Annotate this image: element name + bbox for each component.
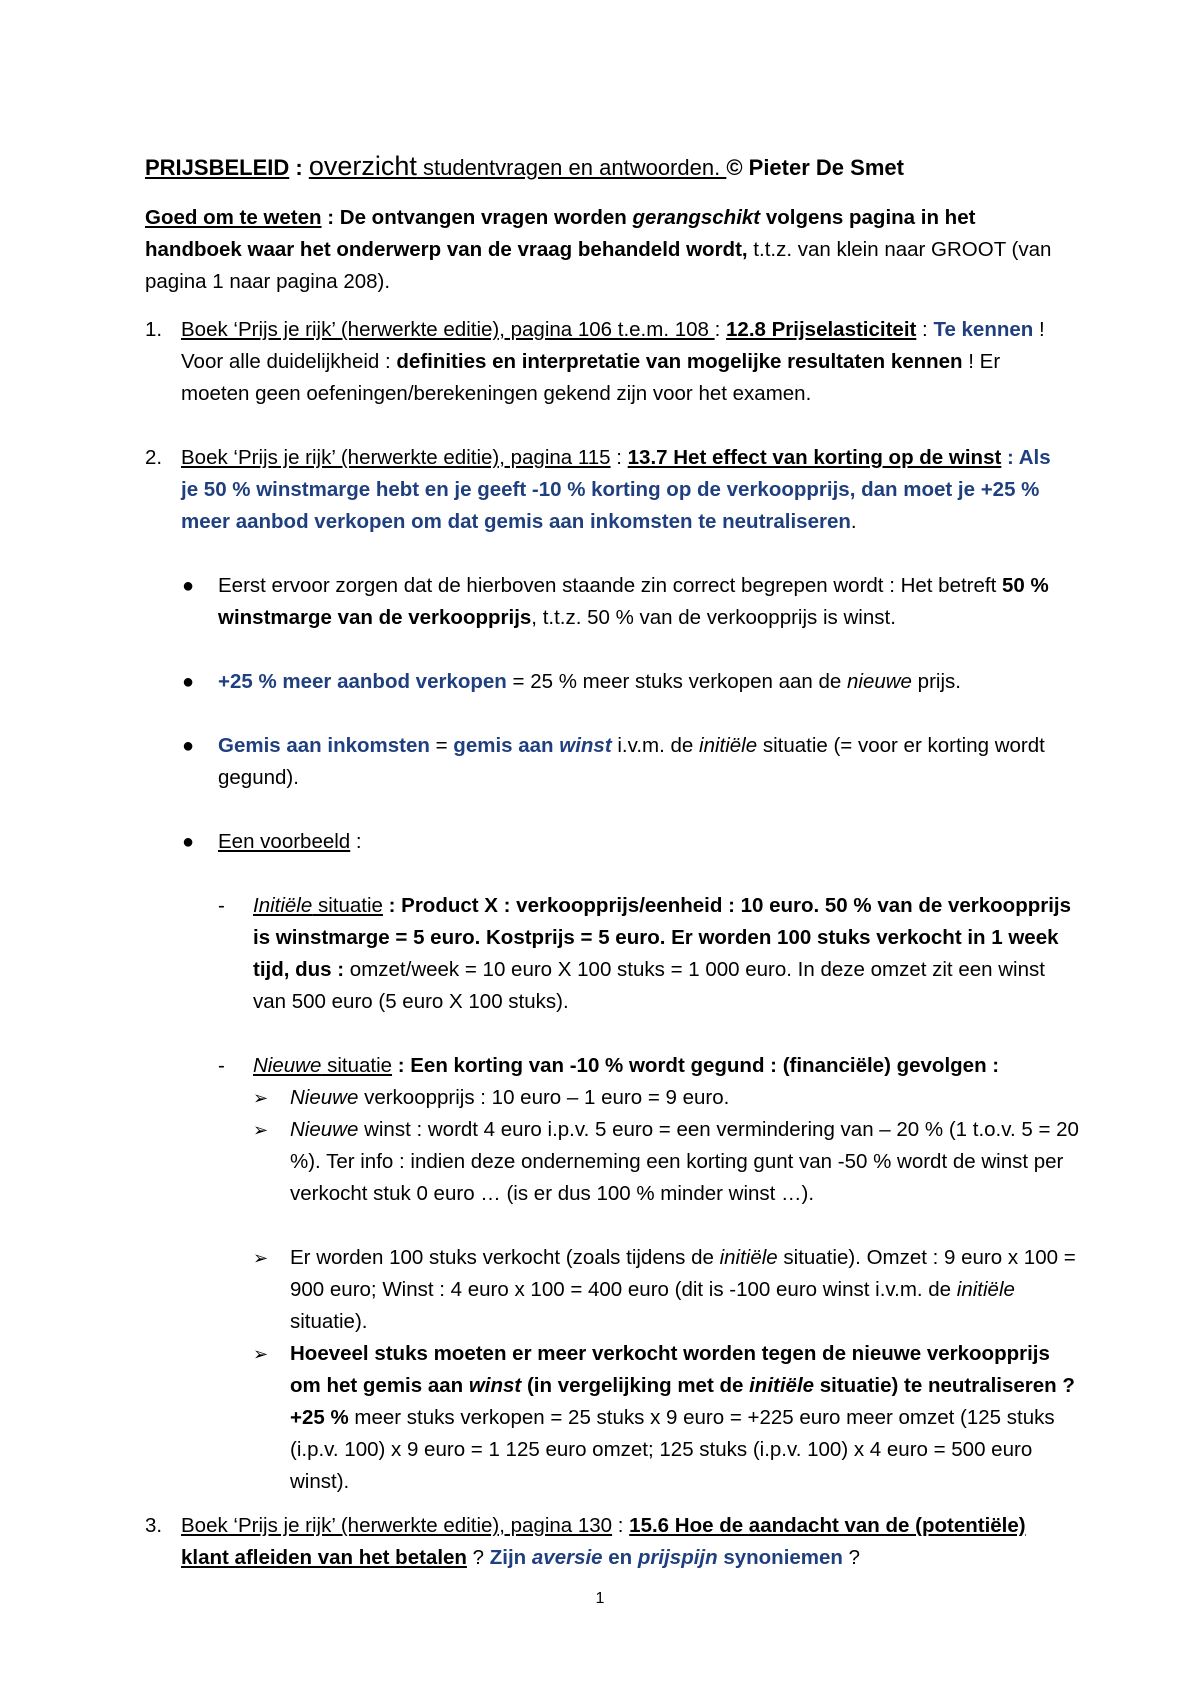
item-2-ref: Boek ‘Prijs je rijk’ (herwerkte editie), pagina 115: [181, 446, 611, 469]
item-3-sep: :: [612, 1514, 630, 1537]
dash-1-marker: -: [218, 894, 225, 917]
title-author: © Pieter De Smet: [726, 155, 904, 180]
arrow-4-icon: ➢: [253, 1344, 269, 1364]
arrow-4-b1: Hoeveel stuks moeten er meer verkocht worden tegen de nieuwe verkoopprijs om het gemis aan: [290, 1342, 1050, 1397]
intro-paragraph: [145, 202, 1075, 298]
bullet-1-t3: , t.t.z. 50 % van de verkoopprijs is winst.: [531, 606, 896, 629]
bullet-4-text: [218, 826, 1078, 858]
arrow-1-text: [290, 1082, 1080, 1114]
bullet-3-text: [218, 730, 1078, 794]
bullet-1-t2: 50 % winstmarge van de verkoopprijs: [218, 574, 1049, 629]
intro-label: Goed om te weten: [145, 206, 322, 229]
bullet-2-icon: ●: [182, 671, 195, 693]
item-3-topic: 15.6 Hoe de aandacht van de (potentiële) klant afleiden van het betalen: [181, 1514, 1026, 1569]
bullet-4-t: :: [350, 830, 362, 853]
item-1-topic: 12.8 Prijselasticiteit: [726, 318, 917, 341]
title-prefix: PRIJSBELEID: [145, 155, 290, 180]
bullet-3-blue1: Gemis aan inkomsten: [218, 734, 430, 757]
item-3-blue2: en: [602, 1546, 638, 1569]
arrow-2-text: [290, 1114, 1080, 1210]
item-1-blue: Te kennen: [933, 318, 1034, 341]
arrow-3-icon: ➢: [253, 1248, 269, 1268]
item-1-sep2: :: [916, 318, 934, 341]
intro-t2: gerangschikt: [632, 206, 761, 229]
title-big: overzicht: [308, 151, 417, 181]
bullet-2-t2: prijs.: [911, 670, 961, 693]
bullet-2-t1: = 25 % meer stuks verkopen aan de: [506, 670, 847, 693]
item-3-blue-i1: aversie: [531, 1546, 603, 1569]
bullet-3-i: initiële: [699, 734, 758, 757]
dash-1-text: [253, 890, 1083, 1018]
arrow-2-t: winst : wordt 4 euro i.p.v. 5 euro = een vermindering van – 20 % (1 t.o.v. 5 = 20 %). Ter info : indien deze onderneming een korting gunt van -50 % wordt de winst per verkocht stuk 0 euro … (is er dus 100 % minder winst …).: [290, 1118, 1079, 1205]
item-3-ref: Boek ‘Prijs je rijk’ (herwerkte editie), pagina 130: [181, 1514, 613, 1537]
item-3-text: [181, 1510, 1071, 1574]
dash-2-label: situatie: [321, 1054, 393, 1077]
bullet-1-t1: Eerst ervoor zorgen dat de hierboven staande zin correct begrepen wordt : Het betreft: [218, 574, 1002, 597]
dash-2-label-i: Nieuwe: [253, 1054, 322, 1077]
item-2-end: .: [850, 510, 857, 533]
title-rest: studentvragen en antwoorden.: [416, 155, 727, 180]
item-1-text: [181, 314, 1071, 410]
bullet-4-icon: ●: [182, 831, 195, 853]
arrow-4-bi2: initiële: [749, 1374, 815, 1397]
bullet-3-blue-i: winst: [559, 734, 612, 757]
item-2-blue: : Als je 50 % winstmarge hebt en je geeft -10 % korting op de verkoopprijs, dan moet je +25 % meer aanbod verkopen om dat gemis aan inkomsten te neutraliseren: [181, 446, 1051, 533]
item-3-number: 3.: [145, 1514, 163, 1537]
arrow-2-i: Nieuwe: [290, 1118, 359, 1141]
arrow-1-t: verkoopprijs : 10 euro – 1 euro = 9 euro.: [358, 1086, 730, 1109]
item-2-number: 2.: [145, 446, 163, 469]
bullet-2-text: [218, 666, 1078, 698]
dash-1-label-i: Initiële: [253, 894, 313, 917]
dash-1-label: situatie: [312, 894, 383, 917]
arrow-3-i2: initiële: [956, 1278, 1015, 1301]
arrow-3-t1: Er worden 100 stuks verkocht (zoals tijdens de: [290, 1246, 720, 1269]
dash-2-text: [253, 1050, 1083, 1082]
arrow-2-icon: ➢: [253, 1120, 269, 1140]
arrow-4-t: meer stuks verkopen = 25 stuks x 9 euro = +225 euro meer omzet (125 stuks (i.p.v. 100) x 9 euro = 1 125 euro omzet; 125 stuks (i.p.v. 100) x 4 euro = 500 euro winst).: [290, 1406, 1055, 1493]
bullet-3-t3: situatie (= voor er korting wordt gegund).: [218, 734, 1045, 789]
dash-1-t1: : Product X : verkoopprijs/eenheid : 10 euro. 50 % van de verkoopprijs is winstmarge = 5 euro. Kostprijs = 5 euro. Er worden 100 stuks verkocht in 1 week tijd, dus :: [253, 894, 1072, 981]
bullet-4-label: Een voorbeeld: [218, 830, 351, 853]
arrow-1-icon: ➢: [253, 1088, 269, 1108]
arrow-4-text: [290, 1338, 1080, 1498]
bullet-2-blue: +25 % meer aanbod verkopen: [218, 670, 507, 693]
item-3-t2: ?: [842, 1546, 861, 1569]
item-1-t1: ! Voor alle duidelijkheid :: [181, 318, 1045, 373]
bullet-3-icon: ●: [182, 735, 195, 757]
item-3-blue1: Zijn: [489, 1546, 532, 1569]
item-1-t3: ! Er moeten geen oefeningen/berekeningen gekend zijn voor het examen.: [181, 350, 1001, 405]
dash-2-t1: : Een korting van -10 % wordt gegund : (financiële) gevolgen :: [392, 1054, 1000, 1077]
bullet-1-text: [218, 570, 1078, 634]
item-1-t2: definities en interpretatie van mogelijke resultaten kennen: [396, 350, 963, 373]
intro-t1: : De ontvangen vragen worden: [321, 206, 633, 229]
item-3-blue-i2: prijspijn: [637, 1546, 718, 1569]
arrow-3-text: [290, 1242, 1080, 1338]
intro-t4: t.t.z. van klein naar GROOT (van pagina 1 naar pagina 208).: [145, 238, 1052, 293]
title-sep: :: [289, 155, 309, 180]
page-number: 1: [595, 1590, 605, 1607]
item-1-sep: :: [714, 318, 727, 341]
bullet-3-blue2: gemis aan: [453, 734, 560, 757]
item-1-ref: Boek ‘Prijs je rijk’ (herwerkte editie), pagina 106 t.e.m. 108: [181, 318, 715, 341]
intro-t3: volgens pagina in het handboek waar het onderwerp van de vraag behandeld wordt,: [145, 206, 976, 261]
arrow-3-t2: situatie). Omzet : 9 euro x 100 = 900 euro; Winst : 4 euro x 100 = 400 euro (dit is -100 euro winst i.v.m. de: [290, 1246, 1076, 1301]
document-title: [145, 149, 904, 185]
bullet-1-icon: ●: [182, 575, 195, 597]
item-2-text: [181, 442, 1071, 538]
arrow-3-i: initiële: [719, 1246, 778, 1269]
dash-2-marker: -: [218, 1054, 225, 1077]
item-3-blue3: synoniemen: [717, 1546, 843, 1569]
arrow-3-t3: situatie).: [290, 1310, 368, 1333]
arrow-4-bi: winst: [468, 1374, 522, 1397]
item-2-sep: :: [610, 446, 628, 469]
item-2-topic: 13.7 Het effect van korting op de winst: [627, 446, 1002, 469]
bullet-2-i: nieuwe: [847, 670, 912, 693]
arrow-4-b3: situatie) te neutraliseren ? +25 %: [290, 1374, 1075, 1429]
item-3-t1: ?: [466, 1546, 490, 1569]
bullet-3-t1: =: [429, 734, 454, 757]
arrow-1-i: Nieuwe: [290, 1086, 359, 1109]
bullet-3-t2: i.v.m. de: [611, 734, 700, 757]
item-1-number: 1.: [145, 318, 163, 341]
arrow-4-b2: (in vergelijking met de: [521, 1374, 750, 1397]
dash-1-t2: omzet/week = 10 euro X 100 stuks = 1 000 euro. In deze omzet zit een winst van 500 euro (5 euro X 100 stuks).: [253, 958, 1045, 1013]
